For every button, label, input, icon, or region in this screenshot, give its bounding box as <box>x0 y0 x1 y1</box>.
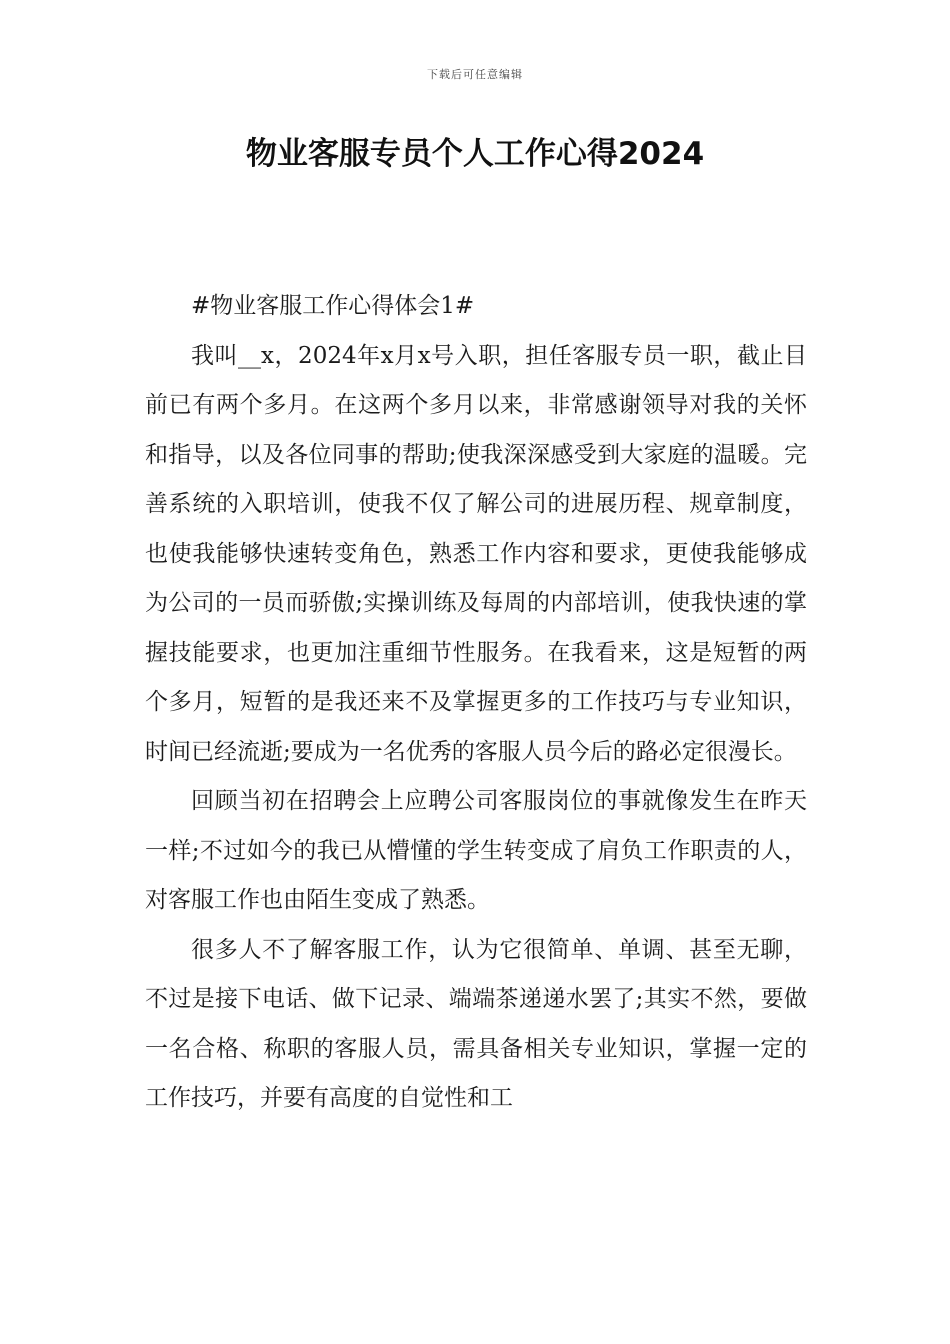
document-body <box>145 282 807 1124</box>
paragraph-1: 我叫__x，2024年x月x号入职，担任客服专员一职，截止目前已有两个多月。在这两个多月以来，非常感谢领导对我的关怀和指导，以及各位同事的帮助;使我深深感受到大家庭的温暖。完善系统的入职培训，使我不仅了解公司的进展历程、规章制度，也使我能够快速转变角色，熟悉工作内容和要求，更使我能够成为公司的一员而骄傲;实操训练及每周的内部培训，使我快速的掌握技能要求，也更加注重细节性服务。在我看来，这是短暂的两个多月，短暂的是我还来不及掌握更多的工作技巧与专业知识，时间已经流逝;要成为一名优秀的客服人员今后的路必定很漫长。 <box>145 342 807 765</box>
header-note: 下载后可任意编辑 <box>427 68 523 81</box>
paragraph-3: 很多人不了解客服工作，认为它很简单、单调、甚至无聊，不过是接下电话、做下记录、端端茶递递水罢了;其实不然，要做一名合格、称职的客服人员，需具备相关专业知识，掌握一定的工作技巧，并要有高度的自觉性和工 <box>145 936 807 1111</box>
document-title: 物业客服专员个人工作心得2024 <box>245 136 705 172</box>
section-heading: #物业客服工作心得体会1# <box>191 293 475 319</box>
paragraph-2: 回顾当初在招聘会上应聘公司客服岗位的事就像发生在昨天一样;不过如今的我已从懵懂的学生转变成了肩负工作职责的人，对客服工作也由陌生变成了熟悉。 <box>145 788 807 913</box>
